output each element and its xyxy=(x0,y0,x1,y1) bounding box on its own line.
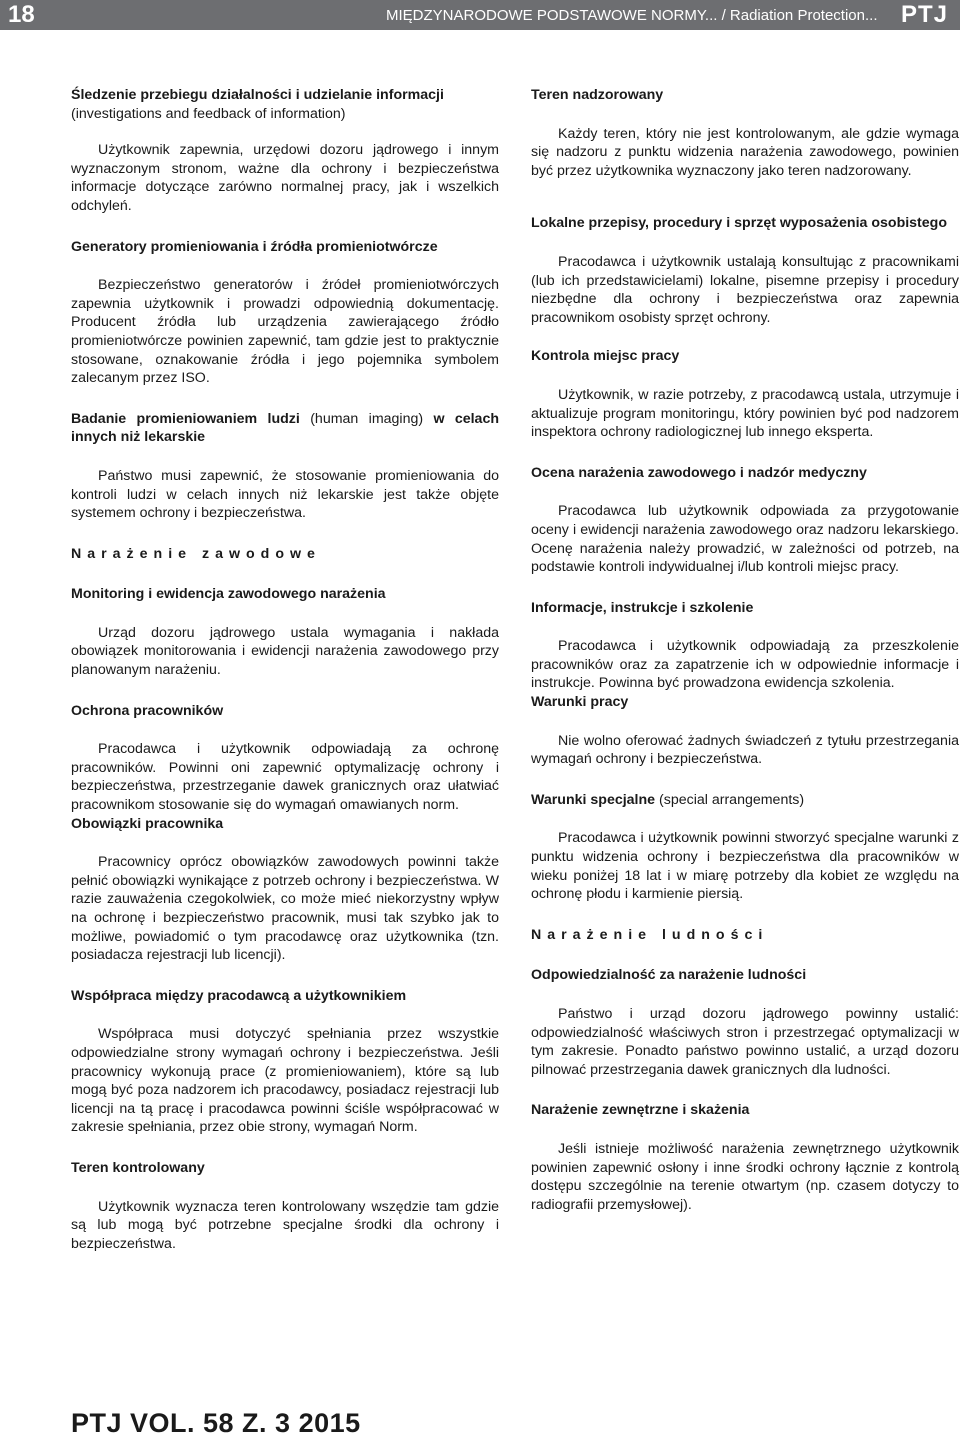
heading-bold-part: Badanie promieniowaniem ludzi xyxy=(71,410,300,427)
paragraph: Pracodawca lub użytkownik odpowiada za przygotowanie oceny i ewidencji narażenia zawodowego oraz nadzoru lekarskiego. Ocenę narażenia należy prowadzić, w zależności od potrzeb, na podstawie kontroli indywidualnej i/lub kontroli miejsc pracy. xyxy=(531,503,959,576)
chapter-heading: Narażenie ludności xyxy=(531,926,769,943)
journal-footer: PTJ VOL. 58 Z. 3 2015 xyxy=(71,1408,361,1438)
paragraph: Urząd dozoru jądrowego ustala wymagania i nakłada obowiązek monitorowania i ewidencji narażenia zawodowego przy planowanym narażeniu. xyxy=(71,624,499,679)
page-number: 18 xyxy=(8,1,35,28)
heading-english-term: (human imaging) xyxy=(299,410,434,427)
section-heading: Obowiązki pracownika xyxy=(71,815,224,832)
paragraph: Użytkownik wyznacza teren kontrolowany wszędzie tam gdzie są lub mogą być potrzebne specjalne środki dla ochrony i bezpieczeństwa. xyxy=(71,1198,499,1252)
section-heading: Teren nadzorowany xyxy=(531,87,664,103)
section-heading xyxy=(531,791,959,810)
section-heading: Ocena narażenia zawodowego i nadzór medyczny xyxy=(531,464,867,481)
section-heading: Współpraca między pracodawcą a użytkownikiem xyxy=(71,987,407,1004)
paragraph: Pracodawca i użytkownik ustalają konsultując z pracownikami (lub ich przedstawicielami) lokalne, pisemne przepisy i procedury niezbędne dla ochrony i bezpieczeństwa oraz zapewnia pracownikom osobisty sprzęt ochrony. xyxy=(531,253,959,326)
heading-bold-part: Warunki specjalne xyxy=(531,791,656,808)
section-heading: Warunki pracy xyxy=(531,694,629,711)
paragraph: Pracodawca i użytkownik odpowiadają za przeszkolenie pracowników oraz za zapatrzenie ich w odpowiednie informacje i instrukcje. Powinna być prowadzona ewidencja szkolenia. xyxy=(531,638,959,692)
chapter-heading: Narażenie zawodowe xyxy=(71,545,321,562)
paragraph: Użytkownik, w razie potrzeby, z pracodawcą ustala, utrzymuje i aktualizuje program monitoringu, który powinien być pod nadzorem inspektora ochrony radiologicznej lub innego eksperta. xyxy=(531,386,959,441)
section-heading: Generatory promieniowania i źródła promieniotwórcze xyxy=(71,238,438,255)
paragraph: Współpraca musi dotyczyć spełniania przez wszystkie odpowiedzialne strony wymagań ochrony i bezpieczeństwa. Jeśli pracownicy wykonują prace (z promieniowaniem), które są lub mogą być poza nadzorem ich pracodawcy, posiadacz rejestracji lub licencji na tą pracę i pracodawca powinni ściśle współpracować w zakresie spełniania, przez obie strony, wymagań Norm. xyxy=(71,1026,499,1136)
left-column xyxy=(71,86,499,1253)
paragraph: Państwo i urząd dozoru jądrowego powinny ustalić: odpowiedzialność właściwych stron i przestrzegać optymalizacji w tym zakresie. Ponadto państwo powinno ustalić, a urząd dozoru pilnować przestrzegania dawek granicznych dla ludności. xyxy=(531,1006,959,1078)
heading-bold-part: w celach innych niż lekarskie xyxy=(71,410,500,446)
section-heading: Śledzenie przebiegu działalności i udzielanie informacji xyxy=(71,87,444,103)
right-column xyxy=(531,86,959,1214)
running-title: MIĘDZYNARODOWE PODSTAWOWE NORMY... / Radiation Protection... xyxy=(386,7,878,24)
section-heading: Informacje, instrukcje i szkolenie xyxy=(531,599,754,616)
section-heading: Narażenie zewnętrzne i skażenia xyxy=(531,1102,750,1119)
paragraph: Pracownicy oprócz obowiązków zawodowych powinni także pełnić obowiązki wynikające z potrzeb ochrony i bezpieczeństwa. W razie zauważenia czegokolwiek, co może mieć niekorzystny wpływ na ochronę i bezpieczeństwo pracownik, musi tak szybko jak to możliwe, powiadomić o tym pracodawcę oraz użytkownika (tzn. posiadacza rejestracji lub licencji). xyxy=(71,854,499,964)
paragraph: Nie wolno oferować żadnych świadczeń z tytułu przestrzegania wymagań ochrony i bezpieczeństwa. xyxy=(531,732,959,768)
paragraph: Pracodawca i użytkownik powinni stworzyć specjalne warunki z punktu widzenia ochrony i bezpieczeństwa dla pracowników w wieku poniżej 18 lat i w miarę potrzeby dla kobiet ze względu na ochronę płodu i karmienie piersią. xyxy=(531,830,959,903)
paragraph: Użytkownik zapewnia, urzędowi dozoru jądrowego i innym wyznaczonym stronom, ważne dla ochrony i bezpieczeństwa informacje dotyczące zarówno normalnej pracy, jak i wszelkich odchyleń. xyxy=(71,142,499,214)
section-heading: Ochrona pracowników xyxy=(71,702,224,719)
paragraph: Pracodawca i użytkownik odpowiadają za ochronę pracowników. Powinni oni zapewnić optymalizację ochrony i bezpieczeństwa, przestrzeganie dawek granicznych oraz ułatwiać pracownikom stosowanie się do wymagań omawianych norm. xyxy=(71,741,499,814)
running-header xyxy=(0,0,960,30)
paragraph: Jeśli istnieje możliwość narażenia zewnętrznego użytkownik powinien zapewnić osłony i inne środki ochrony łącznie z kontrolą dostępu szczególnie na terenie otwartym (np. czasem dotyczy to radiografii przemysłowej). xyxy=(531,1140,959,1213)
section-heading: Monitoring i ewidencja zawodowego narażenia xyxy=(71,586,386,603)
paragraph: Każdy teren, który nie jest kontrolowanym, ale gdzie wymaga się nadzoru z punktu widzenia narażenia zawodowego, powinien być przez użytkownika wyznaczony jako teren nadzorowany. xyxy=(531,125,959,179)
section-subheading: (investigations and feedback of information) xyxy=(71,105,346,122)
section-heading: Teren kontrolowany xyxy=(71,1159,205,1176)
paragraph: Państwo musi zapewnić, że stosowanie promieniowania do kontroli ludzi w celach innych niż lekarskie jest także objęte systemem ochrony i bezpieczeństwa. xyxy=(71,467,499,522)
section-heading: Kontrola miejsc pracy xyxy=(531,348,680,365)
journal-logo: PTJ xyxy=(900,1,948,28)
section-heading: Odpowiedzialność za narażenie ludności xyxy=(531,967,807,984)
section-heading: Lokalne przepisy, procedury i sprzęt wyposażenia osobistego xyxy=(531,215,948,232)
paragraph: Bezpieczeństwo generatorów i źródeł promieniotwórczych zapewnia użytkownik i prowadzi odpowiednią dokumentację. Producent źródła lub urządzenia zawierającego źródło promieniotwórcze powinien zapewnić, tam gdzie jest to praktycznie stosowane, oznakowanie źródła i jego pojemnika symbolem zalecanym przez ISO. xyxy=(71,277,499,387)
heading-english-term: (special arrangements) xyxy=(655,791,805,808)
section-heading xyxy=(71,410,499,447)
